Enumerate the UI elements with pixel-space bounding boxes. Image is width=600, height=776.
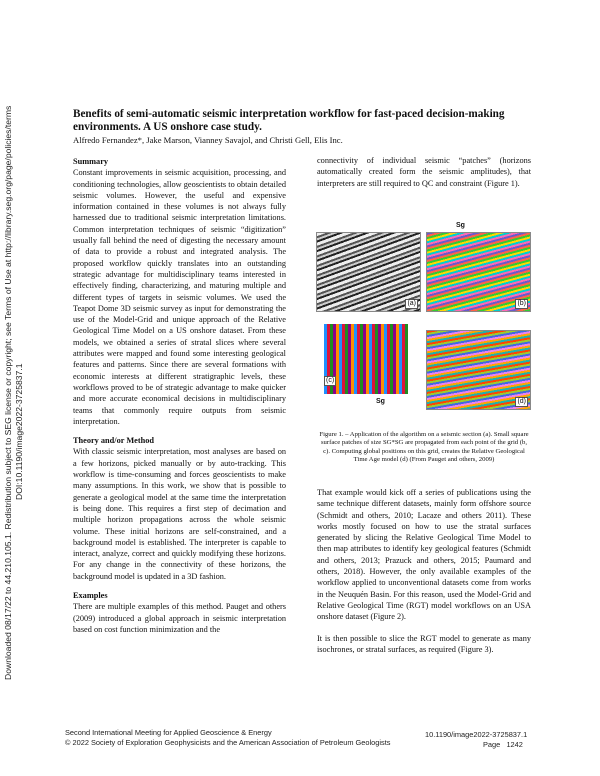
paper-authors: Alfredo Fernandez*, Jake Marson, Vianney Savajol, and Christi Gell, Elis Inc. <box>73 135 343 145</box>
figure-1 <box>316 222 530 412</box>
panel-d-label: (d) <box>517 398 526 405</box>
summary-paragraph: Constant improvements in seismic acquisition, processing, and conditioning technologies, allow geoscientists to obtain detailed seismic volumes. However, the useful and expensive information contained in these volumes is not always fully harnessed due to traditional seismic interpretation limitations. Common interpretation techniques of seismic “digitization” usually fall behind the need of digesting the necessary amount of data to provide a robust and integrated analysis. The proposed workflow quickly translates into an outstanding strategic advantage for multidisciplinary teams interested in effectively finding, characterizing, and maturing multiple and different types of targets in seismic volumes. We used the Teapot Dome 3D seismic survey as input for demonstrating the use of the Model-Grid and unique approach of the Relative Geological Time Model on a US onshore dataset. From these models, we obtained a series of stratal slices where several attributes were mapped and found some interesting geological features and patterns. Since there are several formations with economic interests at different stratigraphic levels, these workflows proved to be of strategic advantage to make quicker and more accurate economical decisions in multidisciplinary teams that commonly require outputs from seismic interpretation. <box>73 168 286 426</box>
figure-panel-d <box>426 330 531 410</box>
panel-c-label: (c) <box>326 377 335 384</box>
theory-paragraph: With classic seismic interpretation, most analyses are based on a few horizons, picked manually or by auto-tracking. This workflow is time-consuming and forces geoscientists to make many assumptions. In this work, we show that is possible to generate a geological model at the same time the interpretation is being done. This requires a first step of decimation and multiple horizon propagations across the whole seismic volume. These initial horizons are self-constrained, and a background model is established. The interpreter is capable to interact, analyze, correct and quickly modifying these horizons. For any change in the connectivity of these horizons, the background model is updated in a 3D fashion. <box>73 447 286 581</box>
figure-caption: Figure 1. – Application of the algorithm on a seismic section (a). Small square surface patches of size SG*SG are propagated from each point of the grid (b, c). Computing global positions on this grid, creates the Relative Geological Time Age model (d) (From Pauget and others, 2009) <box>319 431 529 464</box>
download-notice: Downloaded 08/17/22 to 44.210.105.1. Redistribution subject to SEG license or copyright; see Terms of Use at http://library.seg.org/page/policies/terms <box>3 105 13 680</box>
examples-heading: Examples <box>73 590 108 600</box>
footer-meeting: Second International Meeting for Applied Geoscience & Energy <box>65 728 272 737</box>
body-paragraph-2: That example would kick off a series of publications using the same technique different datasets, mainly form offshore source (Schmidt and others, 2010; Lacaze and others 2011). These works mostly focused on how to use the stratal surfaces generated by slicing the Relative Geological Time Model to then map attributes to identify key geological features (Schmidt and others, 2013; Prazuck and others, 2015; Paumard and others, 2018). However, the only available examples of the workflow applied to unconventional datasets come from works in the Neuquén Basin. For this reason, used the Model-Grid and Relative Geological Time (RGT) model workflows on an USA onshore dataset (Figure 2). <box>317 488 531 622</box>
continuation-paragraph: connectivity of individual seismic “patches” (horizons automatically created form the seismic amplitudes), that interpreters are still required to QC and constraint (Figure 1). <box>317 156 531 188</box>
paper-title: Benefits of semi-automatic seismic interpretation workflow for fast-paced decision-making environments. A US onshore case study. <box>73 108 505 133</box>
right-column-bottom <box>317 487 531 655</box>
body-paragraph-3: It is then possible to slice the RGT model to generate as many isochrones, or stratal surfaces, as required (Figure 3). <box>317 633 531 654</box>
examples-paragraph: There are multiple examples of this method. Pauget and others (2009) introduced a global approach in seismic interpretation based on cost function minimization and the <box>73 602 286 634</box>
sg-top-label: Sg <box>456 222 465 229</box>
theory-heading: Theory and/or Method <box>73 436 154 446</box>
footer-page <box>483 740 523 749</box>
summary-heading: Summary <box>73 157 109 166</box>
figure-panel-c <box>324 324 408 394</box>
figure-panel-b <box>426 232 531 312</box>
right-column-top <box>317 155 531 189</box>
panel-a-label: (a) <box>407 300 416 307</box>
left-column <box>73 156 286 635</box>
panel-b-label: (b) <box>517 300 526 307</box>
sg-bottom-label: Sg <box>376 398 385 405</box>
figure-panel-a <box>316 232 421 312</box>
footer-page-number: 1242 <box>506 740 523 749</box>
footer-doi: 10.1190/image2022-3725837.1 <box>425 730 528 739</box>
download-sidebar <box>0 0 30 776</box>
sidebar-doi: DOI:10.1190/image2022-3725837.1 <box>14 363 24 500</box>
footer-page-label: Page <box>483 740 501 749</box>
footer-copyright: © 2022 Society of Exploration Geophysicists and the American Association of Petroleum Geologists <box>65 738 391 747</box>
